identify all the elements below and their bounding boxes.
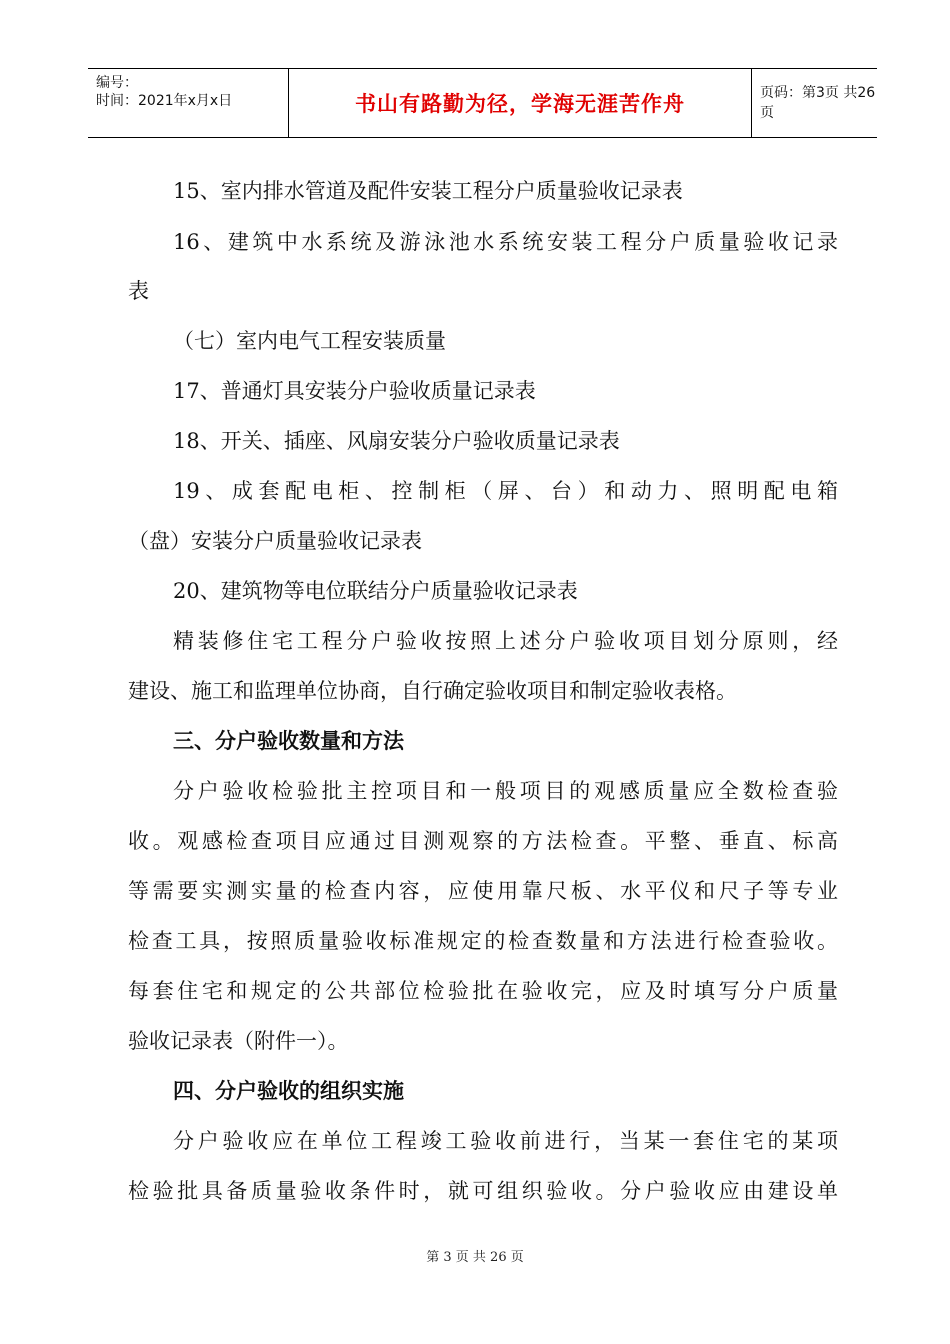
header-meta-cell [88,69,288,137]
paragraph-line: 分户验收检验批主控项目和一般项目的观感质量应全数检查验 [173,779,838,803]
list-item-15: 15、室内排水管道及配件安装工程分户质量验收记录表 [173,179,683,203]
header-page-info: 页码：第3页 共26页 [760,85,876,121]
list-item-18: 18、开关、插座、风扇安装分户验收质量记录表 [173,429,620,453]
paragraph-line: 建设、施工和监理单位协商，自行确定验收项目和制定验收表格。 [128,679,737,703]
paragraph-line: 检验批具备质量验收条件时，就可组织验收。分户验收应由建设单 [128,1179,838,1203]
paragraph-line: 等需要实测实量的检查内容，应使用靠尺板、水平仪和尺子等专业 [128,879,838,903]
document-time: 时间：2021年x月x日 [96,93,233,109]
header-motto: 书山有路勤为径，学海无涯苦作舟 [355,92,685,116]
paragraph-line: 验收记录表（附件一）。 [128,1029,349,1053]
list-item-19: 19、成套配电柜、控制柜（屏、台）和动力、照明配电箱 [173,479,838,503]
list-item-19-cont: （盘）安装分户质量验收记录表 [128,529,422,553]
header-page-cell [750,69,877,137]
document-number: 编号： [96,75,138,91]
section-3-heading: 三、分户验收数量和方法 [173,729,404,753]
section-7-heading: （七）室内电气工程安装质量 [173,329,446,353]
list-item-17: 17、普通灯具安装分户验收质量记录表 [173,379,536,403]
paragraph-line: 收。观感检查项目应通过目测观察的方法检查。平整、垂直、标高 [128,829,838,853]
paragraph-line: 分户验收应在单位工程竣工验收前进行，当某一套住宅的某项 [173,1129,838,1153]
list-item-16: 16、建筑中水系统及游泳池水系统安装工程分户质量验收记录 [173,230,838,254]
page-header [88,68,877,138]
paragraph-line: 每套住宅和规定的公共部位检验批在验收完，应及时填写分户质量 [128,979,838,1003]
page-footer: 第 3 页 共 26 页 [426,1250,524,1265]
paragraph-line: 精装修住宅工程分户验收按照上述分户验收项目划分原则，经 [173,629,838,653]
paragraph-line: 检查工具，按照质量验收标准规定的检查数量和方法进行检查验收。 [128,929,838,953]
section-4-heading: 四、分户验收的组织实施 [173,1079,404,1103]
header-motto-cell [288,69,752,137]
list-item-16-cont: 表 [128,279,149,303]
list-item-20: 20、建筑物等电位联结分户质量验收记录表 [173,579,578,603]
